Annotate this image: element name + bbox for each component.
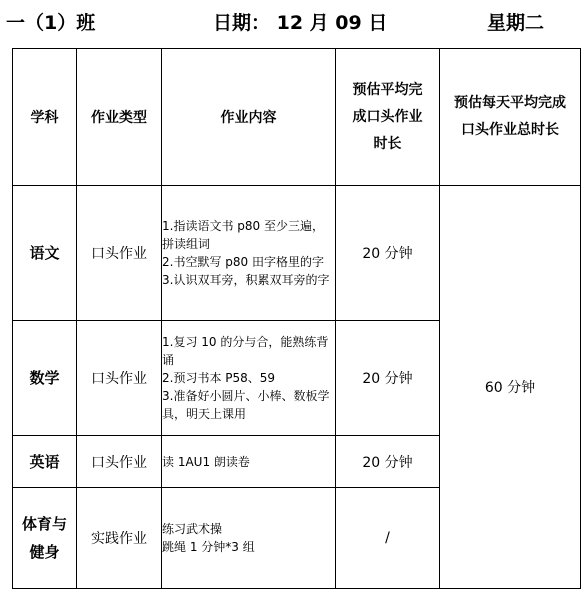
- type-cell: 实践作业: [77, 488, 162, 589]
- time-cell: /: [336, 488, 440, 589]
- subject-cell: [13, 488, 77, 589]
- header-type: 作业类型: [77, 49, 162, 186]
- time-cell: 20 分钟: [336, 186, 440, 321]
- class-name: 一（1）班: [6, 12, 96, 34]
- subject-line: 体育与: [21, 515, 67, 533]
- content-cell: [162, 321, 336, 436]
- header-total-time: [440, 49, 581, 186]
- header-estimated-time-line3: 时长: [373, 135, 402, 152]
- content-line: 3.准备好小圆片、小棒、数板学具，明天上课用: [162, 389, 330, 421]
- date-label: 日期： 12 月 09 日: [213, 12, 388, 34]
- homework-table: [12, 48, 581, 589]
- content-line: 练习武术操: [162, 522, 223, 536]
- subject-line: 健身: [29, 543, 60, 561]
- content-line: 1.指读语文书 p80 至少三遍，拼读组词: [162, 219, 324, 251]
- header-row: [13, 49, 581, 186]
- header-subject: 学科: [13, 49, 77, 186]
- type-cell: 口头作业: [77, 186, 162, 321]
- content-cell: [162, 488, 336, 589]
- content-line: 读 1AU1 朗读卷: [162, 454, 250, 469]
- time-cell: 20 分钟: [336, 436, 440, 488]
- content-cell: [162, 186, 336, 321]
- time-cell: 20 分钟: [336, 321, 440, 436]
- subject-cell: 英语: [13, 436, 77, 488]
- weekday-label: 星期二: [487, 12, 545, 34]
- content-cell: [162, 436, 336, 488]
- total-time-cell: 60 分钟: [440, 186, 581, 589]
- table-row: [13, 186, 581, 321]
- header-total-time-line1: 预估每天平均完成: [454, 95, 566, 111]
- type-cell: 口头作业: [77, 321, 162, 436]
- content-line: 2.预习书本 P58、59: [162, 371, 276, 385]
- subject-cell: 数学: [13, 321, 77, 436]
- header-estimated-time-line1: 预估平均完: [352, 81, 423, 98]
- page-header: [0, 0, 587, 48]
- header-total-time-line2: 口头作业总时长: [461, 122, 559, 138]
- content-line: 3.认识双耳旁，积累双耳旁的字: [162, 273, 330, 287]
- content-line: 跳绳 1 分钟*3 组: [162, 540, 255, 554]
- content-line: 1.复习 10 的分与合，能熟练背诵: [162, 335, 329, 367]
- header-content: 作业内容: [162, 49, 336, 186]
- type-cell: 口头作业: [77, 436, 162, 488]
- header-estimated-time: [336, 49, 440, 186]
- header-estimated-time-line2: 成口头作业: [352, 108, 423, 125]
- content-line: 2.书空默写 p80 田字格里的字: [162, 255, 324, 269]
- subject-cell: 语文: [13, 186, 77, 321]
